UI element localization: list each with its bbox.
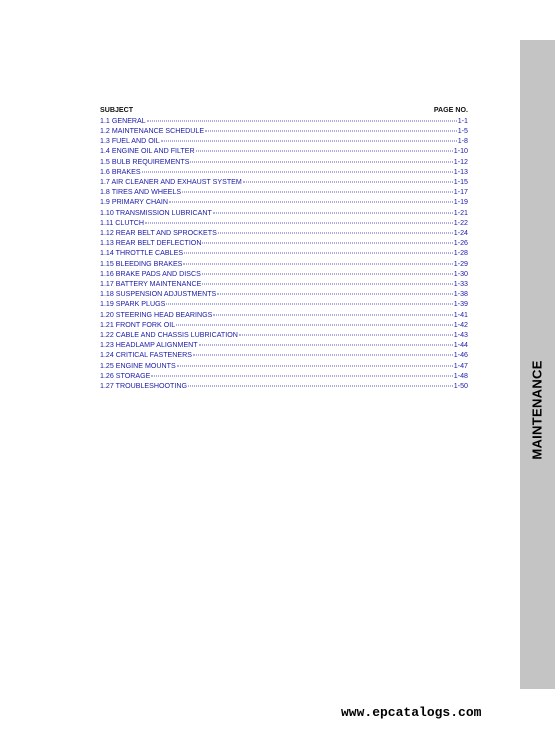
toc-entry-page-number: 1-41	[453, 310, 468, 319]
toc-entry-subject: 1.2 MAINTENANCE SCHEDULE	[100, 126, 205, 135]
toc-entry-page-number: 1-5	[457, 126, 468, 135]
toc-entry-page-number: 1-46	[453, 351, 468, 360]
toc-entry-subject: 1.3 FUEL AND OIL	[100, 137, 160, 146]
dot-leader	[145, 222, 453, 223]
toc-entry-page-number: 1-10	[453, 147, 468, 156]
dot-leader	[177, 365, 453, 366]
toc-entry-page-number: 1-47	[453, 361, 468, 370]
toc-entry-subject: 1.1 GENERAL	[100, 116, 146, 125]
toc-entry[interactable]	[100, 310, 468, 320]
toc-entry[interactable]	[100, 299, 468, 309]
toc-entry[interactable]	[100, 340, 468, 350]
section-side-tab	[520, 40, 555, 689]
toc-entry-page-number: 1-43	[453, 330, 468, 339]
dot-leader	[176, 324, 453, 325]
toc-entry-page-number: 1-30	[453, 269, 468, 278]
toc-entry-subject: 1.24 CRITICAL FASTENERS	[100, 351, 192, 360]
toc-entry-subject: 1.9 PRIMARY CHAIN	[100, 198, 168, 207]
toc-entry-subject: 1.22 CABLE AND CHASSIS LUBRICATION	[100, 330, 238, 339]
toc-entry[interactable]	[100, 136, 468, 146]
toc-entry-subject: 1.21 FRONT FORK OIL	[100, 320, 176, 329]
dot-leader	[213, 314, 452, 315]
toc-entry-page-number: 1-21	[453, 208, 468, 217]
toc-entry-subject: 1.27 TROUBLESHOOTING	[100, 381, 187, 390]
dot-leader	[217, 294, 453, 295]
toc-entry[interactable]	[100, 116, 468, 126]
toc-entry-subject: 1.12 REAR BELT AND SPROCKETS	[100, 228, 217, 237]
dot-leader	[183, 263, 452, 264]
toc-entry-page-number: 1-39	[453, 300, 468, 309]
section-tab-label: MAINTENANCE	[529, 360, 545, 460]
dot-leader	[147, 120, 457, 121]
dot-leader	[196, 151, 453, 152]
dot-leader	[190, 161, 452, 162]
dot-leader	[199, 345, 453, 346]
toc-entry-page-number: 1-1	[457, 116, 468, 125]
dot-leader	[243, 181, 453, 182]
dot-leader	[202, 273, 453, 274]
toc-entry-subject: 1.20 STEERING HEAD BEARINGS	[100, 310, 213, 319]
toc-entry-subject: 1.15 BLEEDING BRAKES	[100, 259, 183, 268]
dot-leader	[184, 253, 453, 254]
toc-entry[interactable]	[100, 361, 468, 371]
toc-entry[interactable]	[100, 208, 468, 218]
dot-leader	[193, 355, 453, 356]
toc-entry-page-number: 1-17	[453, 188, 468, 197]
toc-entry[interactable]	[100, 197, 468, 207]
toc-entry[interactable]	[100, 259, 468, 269]
toc-entry-subject: 1.17 BATTERY MAINTENANCE	[100, 279, 202, 288]
toc-entry[interactable]	[100, 238, 468, 248]
table-of-contents	[100, 105, 468, 391]
toc-entry-page-number: 1-33	[453, 279, 468, 288]
toc-entry[interactable]	[100, 381, 468, 391]
toc-entry-subject: 1.18 SUSPENSION ADJUSTMENTS	[100, 290, 217, 299]
toc-entry-subject: 1.8 TIRES AND WHEELS	[100, 188, 182, 197]
toc-entry-subject: 1.25 ENGINE MOUNTS	[100, 361, 176, 370]
dot-leader	[188, 385, 453, 386]
toc-entry[interactable]	[100, 157, 468, 167]
toc-entry[interactable]	[100, 320, 468, 330]
toc-entry-subject: 1.5 BULB REQUIREMENTS	[100, 157, 190, 166]
toc-entry[interactable]	[100, 289, 468, 299]
toc-entry[interactable]	[100, 350, 468, 360]
toc-entry-page-number: 1-28	[453, 249, 468, 258]
page-number-column-header: PAGE NO.	[433, 106, 468, 114]
toc-entry-page-number: 1-44	[453, 341, 468, 350]
dot-leader	[218, 232, 453, 233]
dot-leader	[161, 141, 457, 142]
toc-header	[100, 105, 468, 115]
toc-entry-page-number: 1-19	[453, 198, 468, 207]
subject-column-header: SUBJECT	[100, 106, 134, 114]
toc-entry-page-number: 1-22	[453, 218, 468, 227]
dot-leader	[166, 304, 452, 305]
toc-entry[interactable]	[100, 269, 468, 279]
dot-leader	[202, 283, 452, 284]
toc-entry-subject: 1.14 THROTTLE CABLES	[100, 249, 184, 258]
toc-entry[interactable]	[100, 126, 468, 136]
dot-leader	[142, 171, 453, 172]
toc-entry-subject: 1.13 REAR BELT DEFLECTION	[100, 239, 202, 248]
dot-leader	[205, 130, 457, 131]
dot-leader	[202, 243, 452, 244]
toc-entry-subject: 1.4 ENGINE OIL AND FILTER	[100, 147, 195, 156]
toc-entry[interactable]	[100, 279, 468, 289]
toc-entries	[100, 116, 468, 391]
toc-entry-page-number: 1-42	[453, 320, 468, 329]
toc-entry-page-number: 1-13	[453, 167, 468, 176]
toc-entry[interactable]	[100, 187, 468, 197]
toc-entry-page-number: 1-38	[453, 290, 468, 299]
dot-leader	[182, 192, 453, 193]
toc-entry[interactable]	[100, 228, 468, 238]
toc-entry[interactable]	[100, 167, 468, 177]
toc-entry-page-number: 1-26	[453, 239, 468, 248]
toc-entry[interactable]	[100, 218, 468, 228]
toc-entry-page-number: 1-50	[453, 381, 468, 390]
toc-entry[interactable]	[100, 146, 468, 156]
toc-entry-subject: 1.6 BRAKES	[100, 167, 141, 176]
toc-entry-page-number: 1-15	[453, 177, 468, 186]
dot-leader	[239, 334, 453, 335]
toc-entry-subject: 1.23 HEADLAMP ALIGNMENT	[100, 341, 198, 350]
toc-entry[interactable]	[100, 330, 468, 340]
toc-entry-subject: 1.7 AIR CLEANER AND EXHAUST SYSTEM	[100, 177, 242, 186]
toc-entry-subject: 1.16 BRAKE PADS AND DISCS	[100, 269, 201, 278]
dot-leader	[169, 202, 453, 203]
toc-entry-subject: 1.19 SPARK PLUGS	[100, 300, 166, 309]
toc-entry-page-number: 1-12	[453, 157, 468, 166]
toc-entry[interactable]	[100, 248, 468, 258]
toc-entry-subject: 1.10 TRANSMISSION LUBRICANT	[100, 208, 212, 217]
toc-entry-page-number: 1-8	[457, 137, 468, 146]
toc-entry-subject: 1.26 STORAGE	[100, 371, 151, 380]
toc-entry-subject: 1.11 CLUTCH	[100, 218, 145, 227]
dot-leader	[151, 375, 452, 376]
toc-entry[interactable]	[100, 177, 468, 187]
watermark-url: www.epcatalogs.com	[341, 705, 482, 720]
toc-entry[interactable]	[100, 371, 468, 381]
toc-entry-page-number: 1-48	[453, 371, 468, 380]
toc-entry-page-number: 1-29	[453, 259, 468, 268]
dot-leader	[213, 212, 453, 213]
toc-entry-page-number: 1-24	[453, 228, 468, 237]
